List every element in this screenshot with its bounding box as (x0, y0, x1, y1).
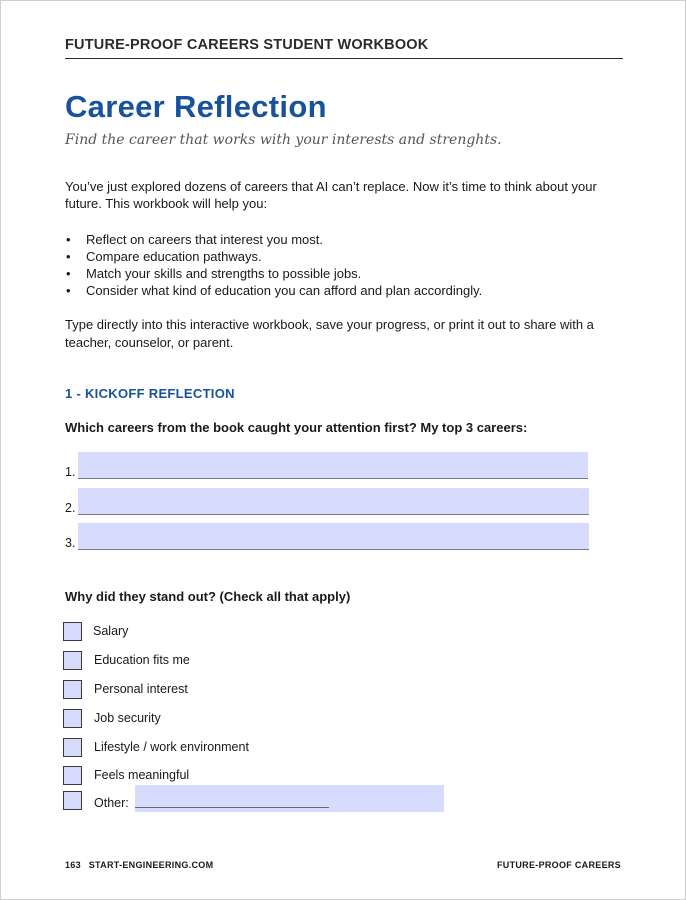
footer-book-title: FUTURE-PROOF CAREERS (496, 860, 621, 870)
lifestyle-checkbox[interactable] (63, 738, 82, 757)
career-1-input[interactable] (78, 452, 588, 479)
salary-checkbox[interactable] (63, 622, 82, 641)
education-fits-checkbox[interactable] (63, 651, 82, 670)
checkbox-row-meaningful (63, 766, 463, 786)
personal-interest-checkbox[interactable] (63, 680, 82, 699)
list-item: • Consider what kind of education you can afford and plan accordingly. (65, 282, 625, 299)
checkbox-row-education (63, 651, 463, 671)
footer-site: START-ENGINEERING.COM (88, 860, 214, 870)
stand-out-question: Why did they stand out? (Check all that apply) (65, 589, 351, 604)
checkbox-label: Education fits me (94, 653, 190, 667)
field-number: 3. (65, 536, 76, 550)
intro-paragraph (65, 178, 625, 212)
checkbox-label: Other: (94, 796, 129, 810)
checkbox-label: Salary (93, 624, 129, 638)
intro-line: You’ve just explored dozens of careers that AI can’t replace. Now it’s time to think about your (65, 179, 597, 194)
field-number: 1. (65, 465, 76, 479)
job-security-checkbox[interactable] (63, 709, 82, 728)
goals-list (65, 231, 625, 299)
instructions-paragraph (65, 316, 625, 351)
other-checkbox[interactable] (63, 791, 82, 810)
running-header: FUTURE-PROOF CAREERS STUDENT WORKBOOK (65, 37, 623, 59)
checkbox-label: Personal interest (94, 682, 188, 696)
field-number: 2. (65, 501, 76, 515)
feels-meaningful-checkbox[interactable] (63, 766, 82, 785)
checkbox-row-interest (63, 680, 463, 700)
checkbox-label: Lifestyle / work environment (94, 740, 249, 754)
page-subtitle: Find the career that works with your interests and strenghts. (65, 132, 502, 148)
checkbox-label: Job security (94, 711, 161, 725)
top-careers-question: Which careers from the book caught your attention first? My top 3 careers: (65, 420, 528, 435)
career-3-input[interactable] (78, 523, 589, 550)
section-heading: 1 - KICKOFF REFLECTION (65, 386, 235, 401)
page-number: 163 (65, 860, 81, 870)
career-field-row (65, 488, 595, 516)
page-title: Career Reflection (65, 89, 327, 124)
checkbox-row-security (63, 709, 463, 729)
list-item: • Compare education pathways. (65, 248, 625, 265)
career-field-row (65, 523, 595, 551)
career-field-row (65, 452, 595, 480)
checkbox-row-lifestyle (63, 738, 463, 758)
career-2-input[interactable] (78, 488, 589, 515)
footer-left (65, 860, 213, 870)
intro-line: future. This workbook will help you: (65, 196, 268, 211)
other-underline (135, 807, 329, 808)
checkbox-row-salary (63, 622, 463, 642)
list-item: • Match your skills and strengths to possible jobs. (65, 265, 625, 282)
checkbox-label: Feels meaningful (94, 768, 190, 782)
list-item: • Reflect on careers that interest you most. (65, 231, 625, 248)
instructions-line: Type directly into this interactive workbook, save your progress, or print it out to share with a (65, 317, 594, 332)
instructions-line: teacher, counselor, or parent. (65, 334, 234, 350)
